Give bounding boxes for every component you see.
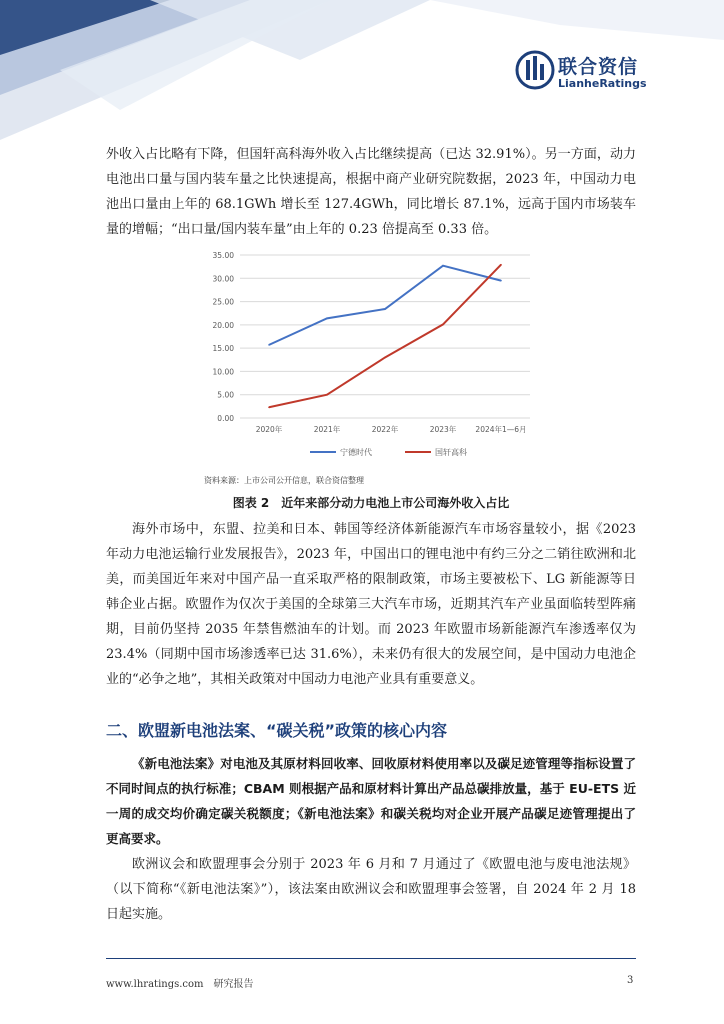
data-point bbox=[442, 265, 444, 267]
chart-container bbox=[200, 243, 540, 468]
y-tick-label: 0.00 bbox=[217, 414, 234, 423]
x-tick-label: 2024年1—6月 bbox=[475, 425, 527, 434]
x-tick-label: 2022年 bbox=[371, 425, 399, 434]
data-point bbox=[384, 357, 386, 359]
paragraph-1: 外收入占比略有下降，但国轩高科海外收入占比继续提高（已达 32.91%）。另一方面，动力电池出口量与国内装车量之比快速提高，根据中商产业研究院数据，2023 年，中国动力电池出口量由上年的 68.1GWh 增长至 127.4GWh，同比增长 87.1%，远高于国内市场装车量的增幅；“出口量/国内装车量”由上年的 0.23 倍提高至 0.33 倍。 bbox=[106, 147, 636, 237]
y-tick-label: 5.00 bbox=[217, 390, 234, 400]
logo-mark-icon bbox=[515, 50, 555, 90]
paragraph-3-bold: 《新电池法案》对电池及其原材料回收率、回收原材料使用率以及碳足迹管理等指标设置了不同时间点的执行标准；CBAM 则根据产品和原材料计算出产品总碳排放量，基于 EU-ETS 近一周的成交均价确定碳关税额度；《新电池法案》和碳关税均对企业开展产品碳足迹管理提出了更高要求。 bbox=[106, 756, 636, 846]
logo-text-en: LianheRatings bbox=[558, 77, 647, 90]
section-heading: 二、欧盟新电池法案、“碳关税”政策的核心内容 bbox=[106, 721, 448, 740]
data-point bbox=[326, 394, 328, 396]
data-point bbox=[500, 264, 502, 266]
footer-website: www.lhratings.com 研究报告 bbox=[106, 979, 254, 990]
data-point bbox=[326, 318, 328, 320]
series-line-1 bbox=[269, 266, 501, 345]
y-tick-label: 15.00 bbox=[212, 344, 234, 354]
legend-label-2: 国轩高科 bbox=[435, 448, 467, 457]
logo-text-cn: 联合资信 bbox=[558, 56, 639, 78]
y-tick-label: 35.00 bbox=[212, 251, 234, 260]
line-chart bbox=[200, 243, 540, 468]
y-tick-label: 20.00 bbox=[212, 320, 234, 330]
page-number: 3 bbox=[627, 975, 634, 986]
series-line-2 bbox=[269, 265, 501, 408]
x-tick-label: 2020年 bbox=[255, 425, 283, 434]
footer-divider bbox=[106, 958, 636, 959]
data-point bbox=[384, 308, 386, 310]
y-tick-label: 10.00 bbox=[212, 367, 234, 377]
x-tick-label: 2023年 bbox=[429, 425, 457, 434]
x-tick-label: 2021年 bbox=[313, 425, 341, 434]
logo bbox=[515, 50, 665, 96]
y-tick-label: 30.00 bbox=[212, 274, 234, 284]
paragraph-4: 欧洲议会和欧盟理事会分别于 2023 年 6 月和 7 月通过了《欧盟电池与废电池法规》（以下简称“《新电池法案》”），该法案由欧洲议会和欧盟理事会签署，自 2024 年 2 月 18 日起实施。 bbox=[106, 857, 636, 922]
data-point bbox=[268, 344, 270, 346]
chart-source: 资料来源：上市公司公开信息，联合资信整理 bbox=[204, 476, 364, 485]
y-tick-label: 25.00 bbox=[212, 297, 234, 307]
legend-label-1: 宁德时代 bbox=[340, 448, 372, 457]
data-point bbox=[268, 406, 270, 408]
data-point bbox=[442, 324, 444, 326]
data-point bbox=[500, 280, 502, 282]
figure-caption: 图表 2 近年来部分动力电池上市公司海外收入占比 bbox=[232, 496, 510, 510]
paragraph-2: 海外市场中，东盟、拉美和日本、韩国等经济体新能源汽车市场容量较小，据《2023 年动力电池运输行业发展报告》，2023 年，中国出口的锂电池中有约三分之二销往欧洲和北美，而美国近年来对中国产品一直采取严格的限制政策，市场主要被松下、LG 新能源等日韩企业占据。欧盟作为仅次于美国的全球第三大汽车市场，近期其汽车产业虽面临转型阵痛期，目前仍坚持 2035 年禁售燃油车的计划。而 2023 年欧盟市场新能源汽车渗透率仅为 23.4%（同期中国市场渗透率已达 31.6%），未来仍有很大的发展空间，是中国动力电池企业的“必争之地”，其相关政策对中国动力电池产业具有重要意义。 bbox=[106, 522, 636, 687]
